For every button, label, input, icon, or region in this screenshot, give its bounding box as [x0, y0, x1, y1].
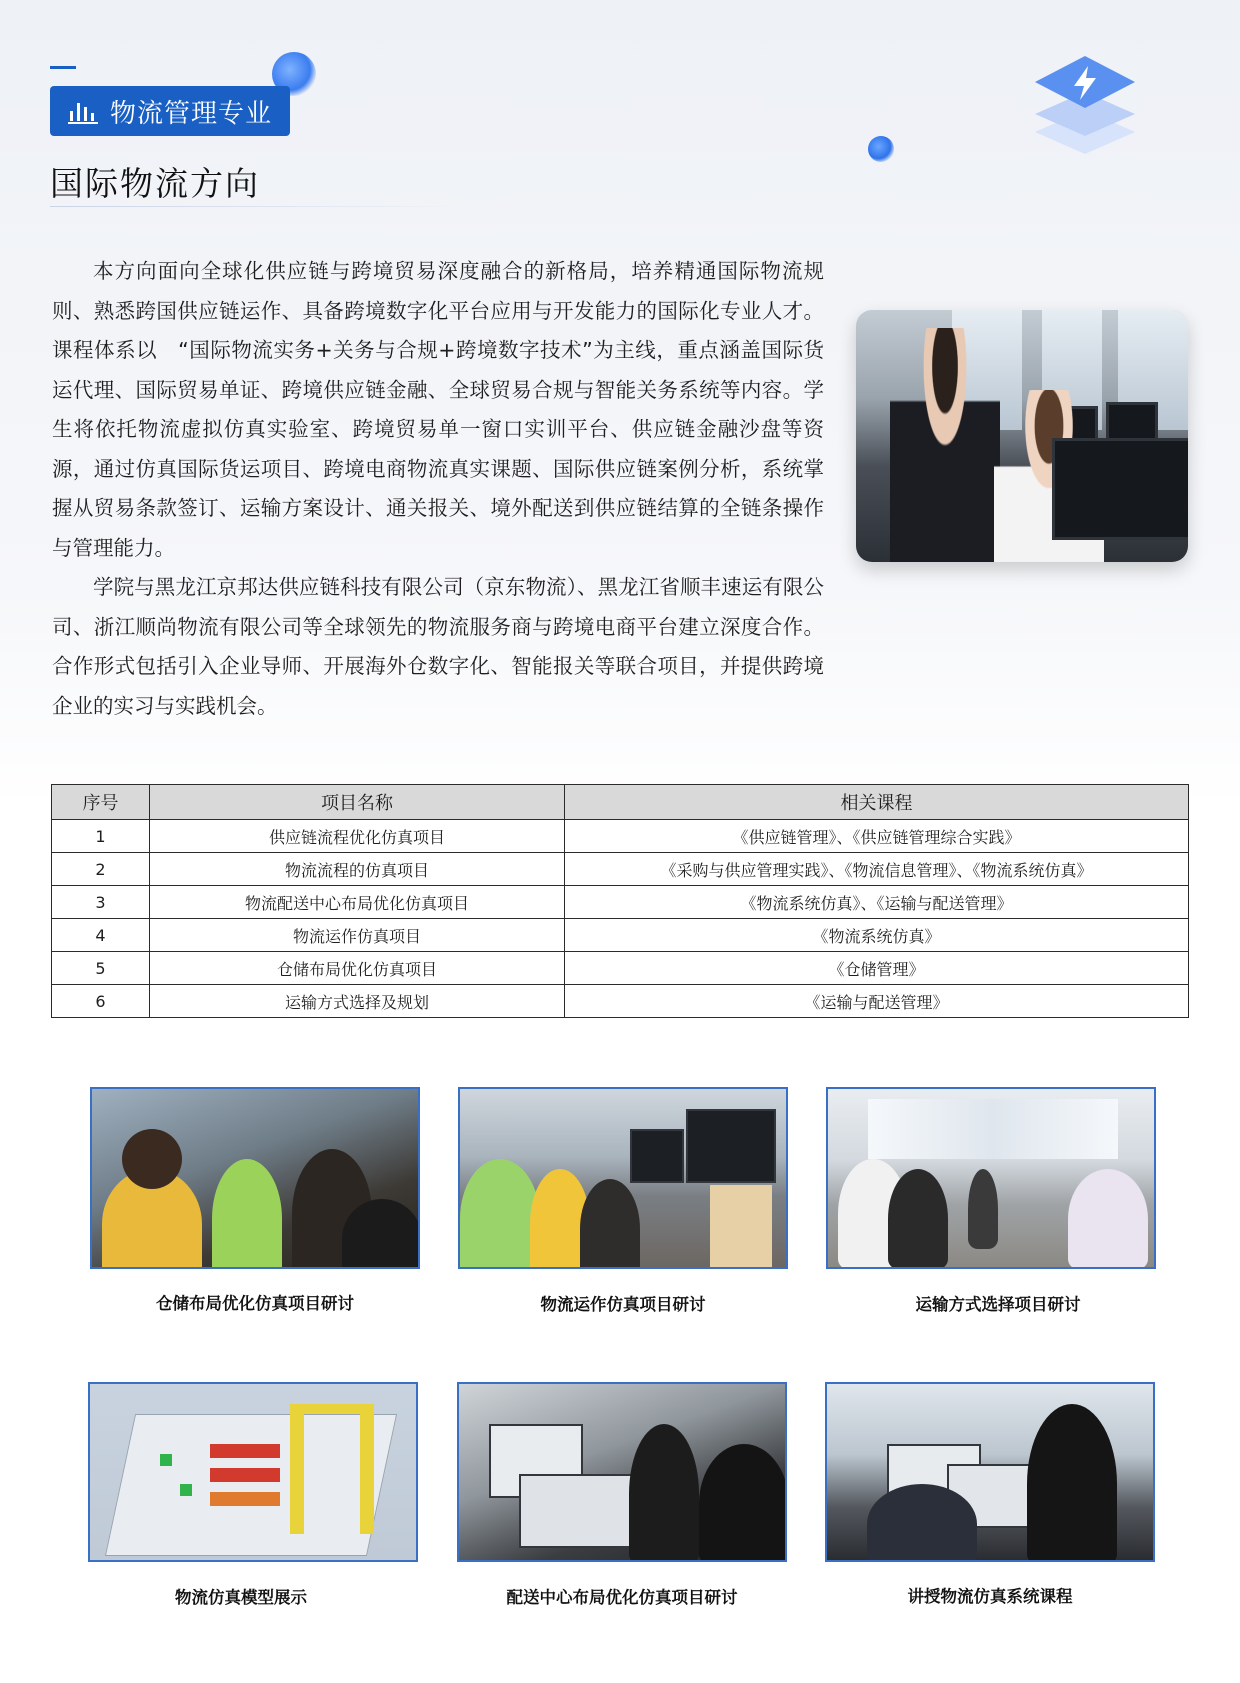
table-cell: 物流流程的仿真项目 — [150, 853, 565, 886]
table-cell: 《供应链管理》、《供应链管理综合实践》 — [565, 820, 1189, 853]
title-divider — [50, 206, 470, 207]
table-cell: 1 — [52, 820, 150, 853]
table-header-row — [52, 785, 1189, 820]
layers-lightning-icon — [1030, 52, 1140, 156]
table-cell: 供应链流程优化仿真项目 — [150, 820, 565, 853]
title-accent-line — [50, 66, 76, 69]
bar-chart-icon — [68, 97, 98, 125]
table-header-cell: 序号 — [52, 785, 150, 820]
gallery-caption: 仓储布局优化仿真项目研讨 — [156, 1294, 354, 1313]
gallery-caption: 配送中心布局优化仿真项目研讨 — [506, 1588, 738, 1607]
table-cell: 物流运作仿真项目 — [150, 919, 565, 952]
classroom-photo-main — [856, 310, 1188, 562]
project-table — [51, 784, 1189, 1018]
major-badge-label: 物流管理专业 — [110, 98, 273, 129]
table-header-cell: 相关课程 — [565, 785, 1189, 820]
table-cell: 4 — [52, 919, 150, 952]
major-badge — [50, 86, 290, 136]
table-cell: 2 — [52, 853, 150, 886]
description-paragraph-2: 学院与黑龙江京邦达供应链科技有限公司（京东物流）、黑龙江省顺丰速运有限公司、浙江顺尚物流有限公司等全球领先的物流服务商与跨境电商平台建立深度合作。合作形式包括引入企业导师、开展海外仓数字化、智能报关等联合项目，并提供跨境企业的实习与实践机会。 — [52, 575, 824, 718]
table-row — [52, 886, 1189, 919]
table-cell: 仓储布局优化仿真项目 — [150, 952, 565, 985]
table-row — [52, 853, 1189, 886]
gallery-photo-simulation-model — [88, 1382, 418, 1562]
gallery-caption: 讲授物流仿真系统课程 — [907, 1587, 1073, 1606]
section-title: 国际物流方向 — [50, 164, 260, 203]
table-row — [52, 952, 1189, 985]
gallery-photo-transport-discussion — [826, 1087, 1156, 1269]
table-cell: 运输方式选择及规划 — [150, 985, 565, 1018]
table-cell: 《物流系统仿真》、《运输与配送管理》 — [565, 886, 1189, 919]
table-cell: 3 — [52, 886, 150, 919]
description-paragraph-1: 本方向面向全球化供应链与跨境贸易深度融合的新格局，培养精通国际物流规则、熟悉跨国供应链运作、具备跨境数字化平台应用与开发能力的国际化专业人才。课程体系以 “国际物流实务+关务与合规+跨境数字技术”为主线，重点涵盖国际货运代理、国际贸易单证、跨境供应链金融、全球贸易合规与智能关务系统等内容。学生将依托物流虚拟仿真实验室、跨境贸易单一窗口实训平台、供应链金融沙盘等资源，通过仿真国际货运项目、跨境电商物流真实课题、国际供应链案例分析，系统掌握从贸易条款签订、运输方案设计、通关报关、境外配送到供应链结算的全链条操作与管理能力。 — [52, 259, 824, 560]
gallery-caption: 运输方式选择项目研讨 — [915, 1295, 1081, 1314]
table-row — [52, 985, 1189, 1018]
gallery-caption: 物流运作仿真项目研讨 — [540, 1295, 706, 1314]
table-cell: 5 — [52, 952, 150, 985]
gallery-photo-operation-discussion — [458, 1087, 788, 1269]
table-header-cell: 项目名称 — [150, 785, 565, 820]
table-cell: 6 — [52, 985, 150, 1018]
table-cell: 《物流系统仿真》 — [565, 919, 1189, 952]
gallery-caption: 物流仿真模型展示 — [175, 1588, 307, 1607]
table-row — [52, 820, 1189, 853]
table-cell: 《采购与供应管理实践》、《物流信息管理》、《物流系统仿真》 — [565, 853, 1189, 886]
table-cell: 《运输与配送管理》 — [565, 985, 1189, 1018]
gallery-photo-lecture — [825, 1382, 1155, 1562]
table-row — [52, 919, 1189, 952]
decorative-orb-small — [868, 136, 894, 162]
gallery-photo-warehouse-discussion — [90, 1087, 420, 1269]
description-text — [52, 252, 824, 726]
table-cell: 物流配送中心布局优化仿真项目 — [150, 886, 565, 919]
table-cell: 《仓储管理》 — [565, 952, 1189, 985]
gallery-photo-distribution-center — [457, 1382, 787, 1562]
